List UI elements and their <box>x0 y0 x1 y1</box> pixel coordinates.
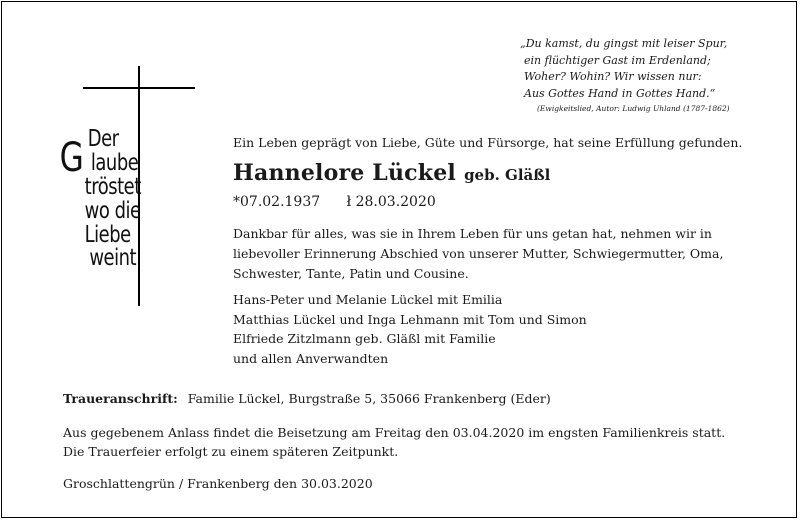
notice-line: Aus gegebenem Anlass findet die Beisetzung am Freitag den 03.04.2020 im engsten Familienkreis statt. <box>63 425 726 440</box>
maiden-name: geb. Gläßl <box>464 166 551 184</box>
cross-emblem <box>55 66 175 306</box>
address-value: Familie Lückel, Burgstraße 5, 35066 Frankenberg (Eder) <box>187 391 551 406</box>
emblem-initial: G <box>59 135 84 181</box>
mourner-entry: Elfriede Zitzlmann geb. Gläßl mit Familie <box>233 331 496 346</box>
poem-line: ein flüchtiger Gast im Erdenland; <box>524 53 711 67</box>
mourner-entry: und allen Anverwandten <box>233 350 389 366</box>
intro-text: Ein Leben geprägt von Liebe, Güte und Fürsorge, hat seine Erfüllung gefunden. <box>233 135 743 150</box>
emblem-word: Der <box>87 126 119 152</box>
funeral-notice <box>63 423 725 461</box>
mourner-entry: Matthias Lückel und Inga Lehmann mit Tom und Simon <box>233 311 587 327</box>
address-label: Traueranschrift: <box>63 391 178 406</box>
poem-line: Woher? Wohin? Wir wissen nur: <box>524 70 702 83</box>
poem <box>520 36 780 102</box>
life-dates <box>233 194 436 210</box>
deceased-name-row <box>233 160 550 186</box>
poem-line: „Du kamst, du gingst mit leiser Spur, <box>520 37 728 50</box>
notice-line: Die Trauerfeier erfolgt zu einem späteren Zeitpunkt. <box>63 444 399 459</box>
farewell-line: liebevoller Erinnerung Abschied von unserer Mutter, Schwiegermutter, Oma, <box>233 246 724 261</box>
farewell-line: Schwester, Tante, Patin und Cousine. <box>233 266 469 281</box>
deceased-name: Hannelore Lückel <box>233 160 456 186</box>
death-date: ł 28.03.2020 <box>346 194 436 210</box>
birth-date: *07.02.1937 <box>233 194 321 210</box>
farewell-line: Dankbar für alles, was sie in Ihrem Leben für uns getan hat, nehmen wir in <box>233 226 712 241</box>
poem-line: Aus Gottes Hand in Gottes Hand.“ <box>524 86 716 100</box>
cross-horizontal-bar <box>83 87 195 89</box>
emblem-word: wo die <box>84 198 141 224</box>
emblem-word: laube <box>90 150 139 176</box>
emblem-word: Liebe <box>84 222 131 248</box>
farewell-text <box>233 224 753 284</box>
mourning-address <box>63 391 551 406</box>
emblem-word: tröstet <box>84 174 141 200</box>
place-and-date: Groschlattengrün / Frankenberg den 30.03.2020 <box>63 476 373 491</box>
emblem-word: weint <box>89 245 137 271</box>
poem-source: (Ewigkeitslied, Autor: Ludwig Uhland (1787-1862) <box>537 104 730 113</box>
mourner-entry: Hans-Peter und Melanie Lückel mit Emilia <box>233 292 503 307</box>
mourners-list <box>233 290 587 368</box>
